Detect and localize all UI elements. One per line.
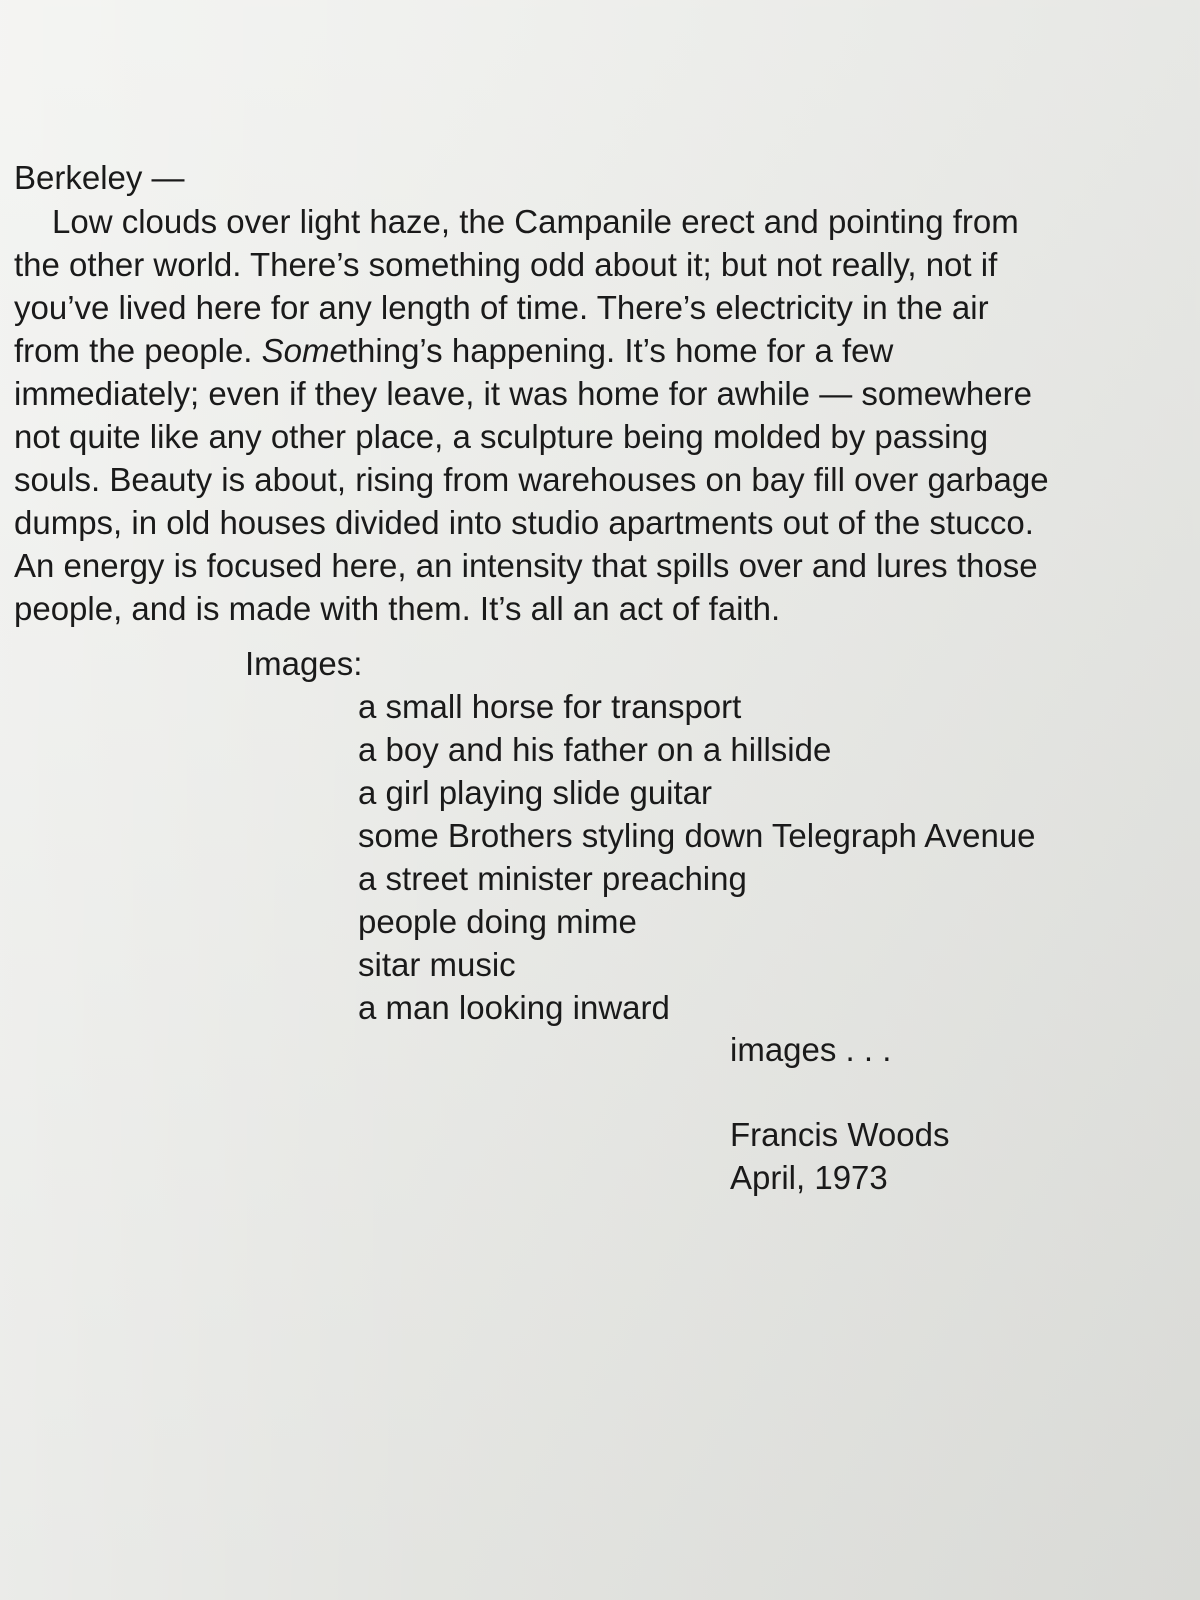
list-item: sitar music	[358, 946, 516, 983]
paragraph-line: An energy is focused here, an intensity that spills over and lures those	[14, 547, 1038, 584]
heading-berkeley: Berkeley —	[14, 159, 185, 196]
paragraph-line: Low clouds over light haze, the Campanile erect and pointing from	[52, 203, 1019, 240]
list-item: a small horse for transport	[358, 688, 742, 725]
paragraph-line: souls. Beauty is about, rising from warehouses on bay fill over garbage	[14, 461, 1049, 498]
paragraph-line: immediately; even if they leave, it was home for awhile — somewhere	[14, 375, 1032, 412]
images-label: Images:	[245, 645, 363, 682]
closing-line: images . . .	[730, 1031, 892, 1068]
list-item: a girl playing slide guitar	[358, 774, 713, 811]
image-list	[358, 685, 1036, 1029]
list-item: people doing mime	[358, 903, 637, 940]
paragraph-line-with-emphasis	[14, 329, 1194, 372]
list-item: a street minister preaching	[358, 860, 747, 897]
author-name: Francis Woods	[730, 1116, 950, 1153]
paragraph-line: you’ve lived here for any length of time. There’s electricity in the air	[14, 289, 989, 326]
paragraph-line: people, and is made with them. It’s all an act of faith.	[14, 590, 781, 627]
paragraph-text: from the people.	[14, 332, 262, 369]
body-paragraph	[14, 200, 1194, 630]
list-item: a boy and his father on a hillside	[358, 731, 832, 768]
paragraph-line: the other world. There’s something odd about it; but not really, not if	[14, 246, 998, 283]
signature-block	[730, 1113, 949, 1199]
list-item: some Brothers styling down Telegraph Avenue	[358, 817, 1036, 854]
list-item: a man looking inward	[358, 989, 670, 1026]
paragraph-text: thing’s happening. It’s home for a few	[347, 332, 894, 369]
paragraph-line: not quite like any other place, a sculpture being molded by passing	[14, 418, 989, 455]
paragraph-line: dumps, in old houses divided into studio apartments out of the stucco.	[14, 504, 1034, 541]
emphasis-text: Some	[261, 332, 348, 369]
signature-date: April, 1973	[730, 1159, 888, 1196]
